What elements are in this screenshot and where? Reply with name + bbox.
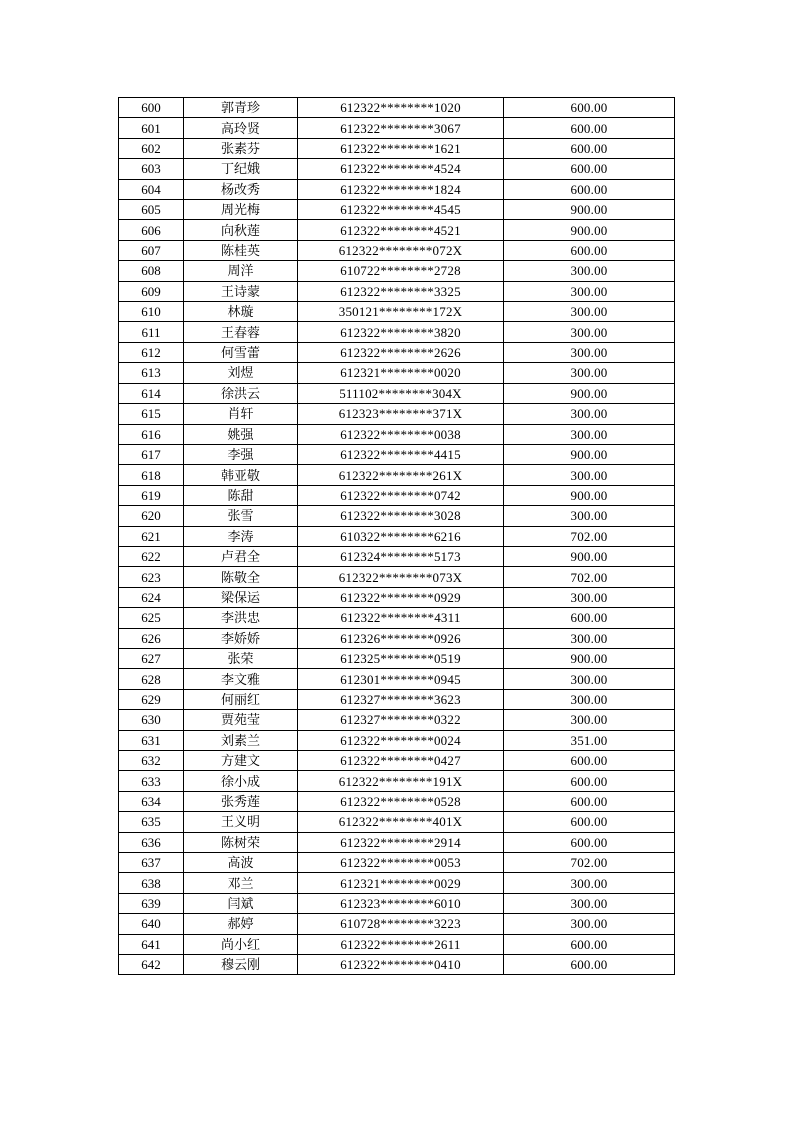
cell-amount: 300.00 [504, 710, 675, 730]
cell-serial: 608 [119, 261, 184, 281]
cell-amount: 702.00 [504, 853, 675, 873]
cell-name: 郝婷 [184, 914, 298, 934]
cell-id: 612322********3325 [298, 281, 504, 301]
table-row [119, 302, 675, 322]
cell-id: 612322********0053 [298, 853, 504, 873]
cell-serial: 625 [119, 608, 184, 628]
table-row [119, 138, 675, 158]
table-row [119, 608, 675, 628]
cell-id: 612301********0945 [298, 669, 504, 689]
cell-serial: 609 [119, 281, 184, 301]
cell-serial: 606 [119, 220, 184, 240]
cell-serial: 623 [119, 567, 184, 587]
cell-id: 610722********2728 [298, 261, 504, 281]
cell-amount: 300.00 [504, 587, 675, 607]
cell-amount: 600.00 [504, 812, 675, 832]
cell-serial: 640 [119, 914, 184, 934]
cell-amount: 300.00 [504, 424, 675, 444]
cell-id: 612322********0410 [298, 955, 504, 975]
cell-serial: 624 [119, 587, 184, 607]
cell-amount: 300.00 [504, 628, 675, 648]
cell-amount: 300.00 [504, 506, 675, 526]
cell-serial: 604 [119, 179, 184, 199]
cell-id: 350121********172X [298, 302, 504, 322]
cell-id: 612322********3067 [298, 118, 504, 138]
cell-serial: 603 [119, 159, 184, 179]
cell-id: 612322********0742 [298, 485, 504, 505]
table-row [119, 587, 675, 607]
cell-serial: 638 [119, 873, 184, 893]
cell-amount: 300.00 [504, 465, 675, 485]
table-row [119, 485, 675, 505]
table-row [119, 179, 675, 199]
cell-serial: 628 [119, 669, 184, 689]
cell-amount: 900.00 [504, 220, 675, 240]
cell-amount: 600.00 [504, 118, 675, 138]
cell-name: 刘煜 [184, 363, 298, 383]
cell-amount: 900.00 [504, 444, 675, 464]
table-row [119, 689, 675, 709]
table-row [119, 342, 675, 362]
cell-name: 姚强 [184, 424, 298, 444]
table-row [119, 444, 675, 464]
cell-name: 王春蓉 [184, 322, 298, 342]
cell-id: 612323********6010 [298, 893, 504, 913]
table-row [119, 791, 675, 811]
cell-name: 高波 [184, 853, 298, 873]
table-row [119, 322, 675, 342]
table-row [119, 710, 675, 730]
table-row [119, 648, 675, 668]
cell-id: 612322********4545 [298, 200, 504, 220]
table-row [119, 669, 675, 689]
cell-serial: 601 [119, 118, 184, 138]
cell-amount: 900.00 [504, 200, 675, 220]
table-row [119, 159, 675, 179]
table-row [119, 934, 675, 954]
cell-amount: 300.00 [504, 914, 675, 934]
table-row [119, 873, 675, 893]
cell-serial: 610 [119, 302, 184, 322]
cell-amount: 300.00 [504, 404, 675, 424]
cell-name: 何丽红 [184, 689, 298, 709]
cell-name: 穆云刚 [184, 955, 298, 975]
cell-name: 梁保运 [184, 587, 298, 607]
cell-serial: 622 [119, 546, 184, 566]
cell-id: 612327********3623 [298, 689, 504, 709]
cell-name: 王诗蒙 [184, 281, 298, 301]
cell-id: 612326********0926 [298, 628, 504, 648]
cell-serial: 616 [119, 424, 184, 444]
cell-id: 612322********0024 [298, 730, 504, 750]
cell-name: 杨改秀 [184, 179, 298, 199]
cell-serial: 602 [119, 138, 184, 158]
cell-amount: 600.00 [504, 771, 675, 791]
cell-name: 刘素兰 [184, 730, 298, 750]
cell-name: 肖轩 [184, 404, 298, 424]
table-row [119, 98, 675, 118]
cell-name: 李洪忠 [184, 608, 298, 628]
cell-amount: 300.00 [504, 322, 675, 342]
cell-id: 612322********191X [298, 771, 504, 791]
table-row [119, 853, 675, 873]
table-row [119, 955, 675, 975]
cell-amount: 600.00 [504, 955, 675, 975]
cell-serial: 633 [119, 771, 184, 791]
cell-serial: 612 [119, 342, 184, 362]
cell-id: 612322********3820 [298, 322, 504, 342]
table-row [119, 914, 675, 934]
cell-id: 612322********2914 [298, 832, 504, 852]
cell-amount: 600.00 [504, 608, 675, 628]
cell-amount: 300.00 [504, 363, 675, 383]
cell-amount: 900.00 [504, 485, 675, 505]
table-row [119, 404, 675, 424]
table-row [119, 812, 675, 832]
cell-amount: 300.00 [504, 261, 675, 281]
cell-serial: 613 [119, 363, 184, 383]
cell-name: 韩亚敬 [184, 465, 298, 485]
cell-id: 612322********4524 [298, 159, 504, 179]
cell-name: 郭青珍 [184, 98, 298, 118]
cell-name: 卢君全 [184, 546, 298, 566]
cell-amount: 600.00 [504, 138, 675, 158]
payment-roster-table [118, 97, 675, 975]
cell-amount: 600.00 [504, 934, 675, 954]
cell-id: 612322********0427 [298, 751, 504, 771]
cell-serial: 618 [119, 465, 184, 485]
cell-serial: 615 [119, 404, 184, 424]
cell-amount: 300.00 [504, 893, 675, 913]
cell-amount: 600.00 [504, 98, 675, 118]
cell-id: 612327********0322 [298, 710, 504, 730]
cell-id: 612321********0020 [298, 363, 504, 383]
cell-serial: 641 [119, 934, 184, 954]
cell-name: 李涛 [184, 526, 298, 546]
cell-id: 610728********3223 [298, 914, 504, 934]
cell-amount: 600.00 [504, 832, 675, 852]
cell-serial: 642 [119, 955, 184, 975]
cell-name: 向秋莲 [184, 220, 298, 240]
cell-amount: 300.00 [504, 669, 675, 689]
cell-name: 陈甜 [184, 485, 298, 505]
cell-amount: 600.00 [504, 791, 675, 811]
cell-id: 612322********401X [298, 812, 504, 832]
table-row [119, 730, 675, 750]
cell-serial: 627 [119, 648, 184, 668]
cell-name: 陈树荣 [184, 832, 298, 852]
table-row [119, 771, 675, 791]
cell-id: 612322********2611 [298, 934, 504, 954]
table-row [119, 628, 675, 648]
cell-name: 尚小红 [184, 934, 298, 954]
cell-amount: 600.00 [504, 179, 675, 199]
cell-name: 徐小成 [184, 771, 298, 791]
cell-id: 612322********0038 [298, 424, 504, 444]
cell-serial: 614 [119, 383, 184, 403]
cell-amount: 600.00 [504, 159, 675, 179]
table-row [119, 261, 675, 281]
cell-name: 张荣 [184, 648, 298, 668]
cell-name: 周洋 [184, 261, 298, 281]
cell-amount: 300.00 [504, 281, 675, 301]
cell-id: 612322********1020 [298, 98, 504, 118]
cell-name: 方建文 [184, 751, 298, 771]
cell-name: 丁纪娥 [184, 159, 298, 179]
cell-id: 612322********261X [298, 465, 504, 485]
cell-serial: 636 [119, 832, 184, 852]
cell-name: 闫斌 [184, 893, 298, 913]
cell-name: 陈敬全 [184, 567, 298, 587]
cell-name: 张素芬 [184, 138, 298, 158]
cell-amount: 600.00 [504, 240, 675, 260]
cell-serial: 639 [119, 893, 184, 913]
cell-serial: 617 [119, 444, 184, 464]
cell-id: 612321********0029 [298, 873, 504, 893]
cell-name: 高玲贤 [184, 118, 298, 138]
cell-amount: 300.00 [504, 873, 675, 893]
cell-amount: 900.00 [504, 546, 675, 566]
cell-name: 张雪 [184, 506, 298, 526]
cell-name: 李娇娇 [184, 628, 298, 648]
cell-serial: 611 [119, 322, 184, 342]
cell-id: 612322********1621 [298, 138, 504, 158]
cell-id: 612322********2626 [298, 342, 504, 362]
cell-amount: 900.00 [504, 648, 675, 668]
cell-id: 612322********073X [298, 567, 504, 587]
cell-id: 612322********4415 [298, 444, 504, 464]
cell-amount: 702.00 [504, 567, 675, 587]
cell-amount: 600.00 [504, 751, 675, 771]
cell-name: 徐洪云 [184, 383, 298, 403]
cell-id: 612322********3028 [298, 506, 504, 526]
cell-amount: 900.00 [504, 383, 675, 403]
cell-amount: 300.00 [504, 302, 675, 322]
table-row [119, 751, 675, 771]
table-row [119, 240, 675, 260]
table-row [119, 363, 675, 383]
cell-name: 周光梅 [184, 200, 298, 220]
table-row [119, 220, 675, 240]
table-row [119, 506, 675, 526]
table-row [119, 526, 675, 546]
table-row [119, 546, 675, 566]
cell-id: 511102********304X [298, 383, 504, 403]
cell-name: 何雪蕾 [184, 342, 298, 362]
cell-id: 612322********4311 [298, 608, 504, 628]
table-row [119, 281, 675, 301]
cell-id: 612322********1824 [298, 179, 504, 199]
table-body [119, 98, 675, 975]
table-row [119, 424, 675, 444]
cell-id: 612322********4521 [298, 220, 504, 240]
cell-id: 612322********0528 [298, 791, 504, 811]
table-row [119, 383, 675, 403]
cell-id: 612322********072X [298, 240, 504, 260]
cell-amount: 300.00 [504, 342, 675, 362]
cell-serial: 607 [119, 240, 184, 260]
cell-serial: 619 [119, 485, 184, 505]
cell-id: 612325********0519 [298, 648, 504, 668]
cell-serial: 605 [119, 200, 184, 220]
cell-serial: 626 [119, 628, 184, 648]
cell-id: 610322********6216 [298, 526, 504, 546]
cell-name: 张秀莲 [184, 791, 298, 811]
table-row [119, 832, 675, 852]
cell-name: 李强 [184, 444, 298, 464]
cell-id: 612324********5173 [298, 546, 504, 566]
table-row [119, 893, 675, 913]
cell-serial: 629 [119, 689, 184, 709]
cell-serial: 631 [119, 730, 184, 750]
cell-serial: 621 [119, 526, 184, 546]
table-row [119, 200, 675, 220]
cell-serial: 635 [119, 812, 184, 832]
cell-name: 陈桂英 [184, 240, 298, 260]
table-row [119, 567, 675, 587]
cell-amount: 300.00 [504, 689, 675, 709]
cell-serial: 600 [119, 98, 184, 118]
cell-serial: 634 [119, 791, 184, 811]
cell-amount: 351.00 [504, 730, 675, 750]
table-row [119, 465, 675, 485]
cell-name: 王义明 [184, 812, 298, 832]
cell-amount: 702.00 [504, 526, 675, 546]
cell-serial: 630 [119, 710, 184, 730]
cell-id: 612322********0929 [298, 587, 504, 607]
cell-serial: 620 [119, 506, 184, 526]
cell-serial: 637 [119, 853, 184, 873]
cell-name: 林璇 [184, 302, 298, 322]
cell-serial: 632 [119, 751, 184, 771]
cell-id: 612323********371X [298, 404, 504, 424]
cell-name: 李文雅 [184, 669, 298, 689]
cell-name: 贾苑莹 [184, 710, 298, 730]
cell-name: 邓兰 [184, 873, 298, 893]
table-row [119, 118, 675, 138]
